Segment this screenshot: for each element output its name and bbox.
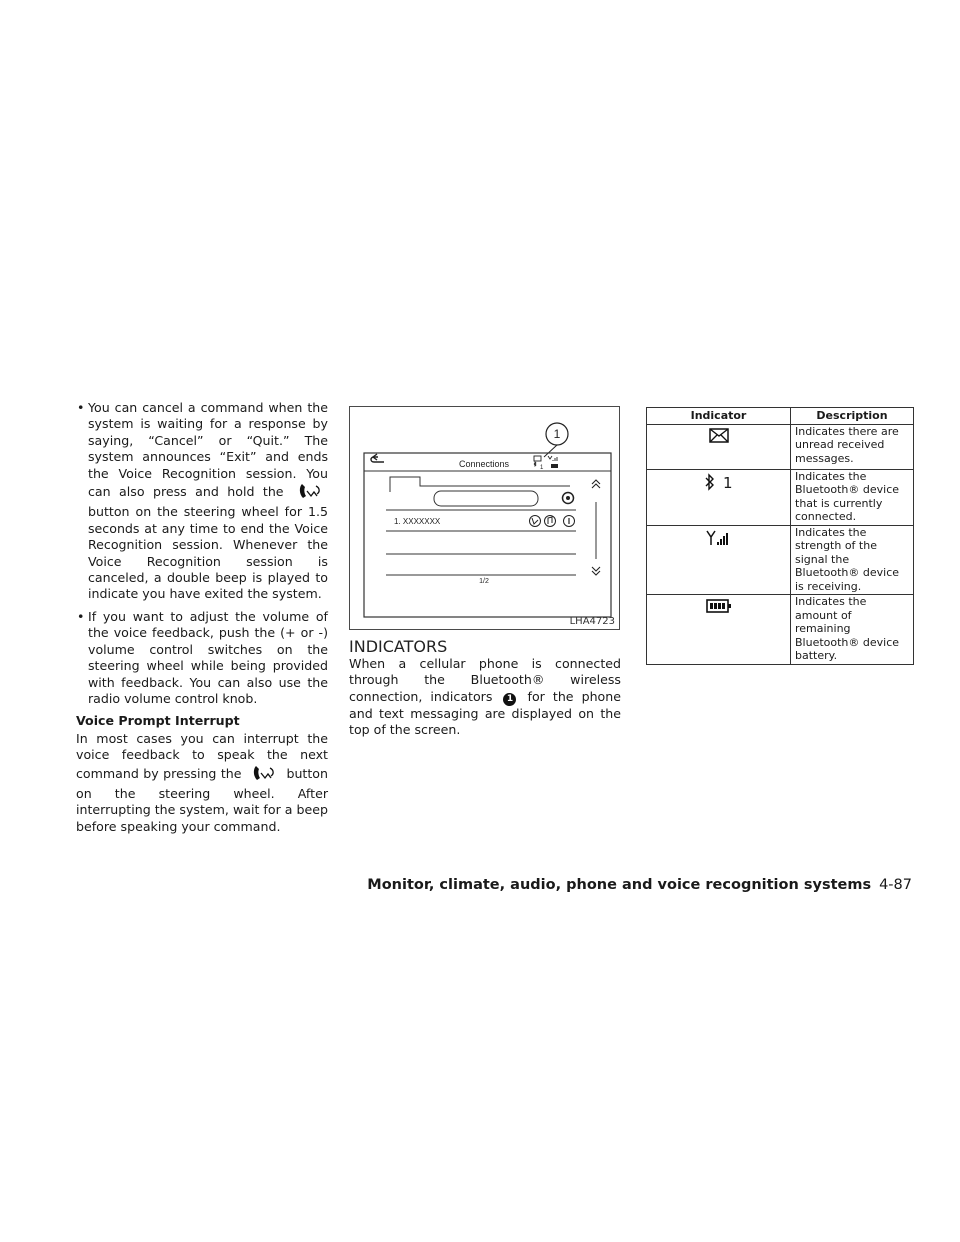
table-header-row — [647, 408, 914, 425]
indicator-table — [646, 407, 914, 665]
scroll-up-icon — [592, 480, 600, 488]
voice-prompt-interrupt-heading: Voice Prompt Interrupt — [76, 713, 240, 729]
bullet1-text-before: You can cancel a command when the system is waiting for a response by saying, “Cancel” or “Quit.” The system announces “Exit” and ends the Voice Recognition session. You can also press and hold the — [88, 400, 328, 500]
description-cell: Indicates there are unread received messages. — [791, 424, 914, 469]
indicators-heading: INDICATORS — [349, 637, 448, 656]
envelope-icon — [709, 428, 729, 444]
footer-section-title: Monitor, climate, audio, phone and voice recognition systems — [367, 877, 872, 893]
bullet-dot: • — [77, 400, 85, 415]
envelope-status-icon — [534, 456, 541, 461]
indicator-cell — [647, 424, 791, 469]
scroll-down-icon — [592, 567, 600, 575]
figure-code: LHA4723 — [569, 616, 615, 627]
bullet2-text: If you want to adjust the volume of the voice feedback, push the (+ or -) volume control switches on the steering wheel while being provided with feedback. You can also use the radio volume control knob. — [88, 608, 328, 706]
indicator-cell — [647, 595, 791, 665]
callout-number-badge: 1 — [503, 693, 516, 706]
para-text-after: button on the steering wheel. After interrupting the system, wait for a beep before speaking your command. — [76, 765, 328, 834]
description-cell: Indicates the amount of remaining Bluetooth® device battery. — [791, 595, 914, 665]
table-row — [647, 424, 914, 469]
battery-status-icon — [551, 464, 558, 468]
search-field — [434, 491, 538, 506]
device-music-icon — [545, 516, 556, 527]
table-row — [647, 525, 914, 595]
table-row — [647, 595, 914, 665]
indicators-text-after: for the phone and text messaging are displayed on the top of the screen. — [349, 688, 621, 738]
back-arrow-icon — [371, 454, 384, 462]
bullet-dot: • — [77, 608, 85, 624]
bluetooth-status-number: 1 — [540, 465, 544, 471]
bullet-adjust-volume — [76, 609, 328, 707]
callout-leader — [544, 445, 557, 457]
indicators-paragraph — [349, 656, 621, 739]
connections-screen-figure — [349, 406, 620, 630]
bluetooth-icon — [704, 473, 716, 491]
left-column — [76, 400, 328, 835]
header-indicator: Indicator — [647, 408, 791, 425]
device-name: 1. XXXXXXX — [394, 517, 441, 526]
talk-button-icon — [251, 764, 277, 786]
bullet1-text-after: button on the steering wheel for 1.5 seconds at any time to end the Voice Recognition session. Whenever the Voice Recognition session is canceled, a double beep is played to indicate you have exited the system. — [88, 504, 328, 602]
tab-outline — [390, 477, 570, 492]
device-phone-icon — [530, 516, 541, 527]
table-row — [647, 469, 914, 525]
header-description: Description — [791, 408, 914, 425]
indicator-cell — [647, 525, 791, 595]
callout-number: 1 — [553, 427, 561, 441]
page-number: 4-87 — [879, 877, 912, 893]
description-cell: Indicates the Bluetooth® device that is currently connected. — [791, 469, 914, 525]
battery-icon — [706, 598, 732, 614]
device-info-icon — [564, 516, 575, 527]
screen-frame — [364, 453, 611, 617]
status-icons — [534, 456, 558, 471]
talk-button-icon — [297, 482, 323, 504]
signal-strength-icon — [706, 529, 732, 547]
page-footer — [367, 877, 912, 893]
description-cell: Indicates the strength of the signal the Bluetooth® device is receiving. — [791, 525, 914, 595]
page-indicator: 1/2 — [479, 578, 489, 585]
screen-title: Connections — [458, 459, 510, 469]
indicators-text-before: When a cellular phone is connected through the Bluetooth® wireless connection, indicators — [349, 656, 621, 704]
bluetooth-status-icon — [534, 462, 536, 466]
signal-status-icon — [548, 456, 557, 461]
settings-gear-icon — [563, 493, 574, 504]
bullet-cancel-command — [76, 400, 328, 603]
bluetooth-device-number: 1 — [722, 473, 733, 492]
indicator-cell — [647, 469, 791, 525]
para-text-before: In most cases you can interrupt the voice feedback to speak the next command by pressing the — [76, 730, 328, 781]
voice-prompt-interrupt-paragraph — [76, 731, 328, 835]
